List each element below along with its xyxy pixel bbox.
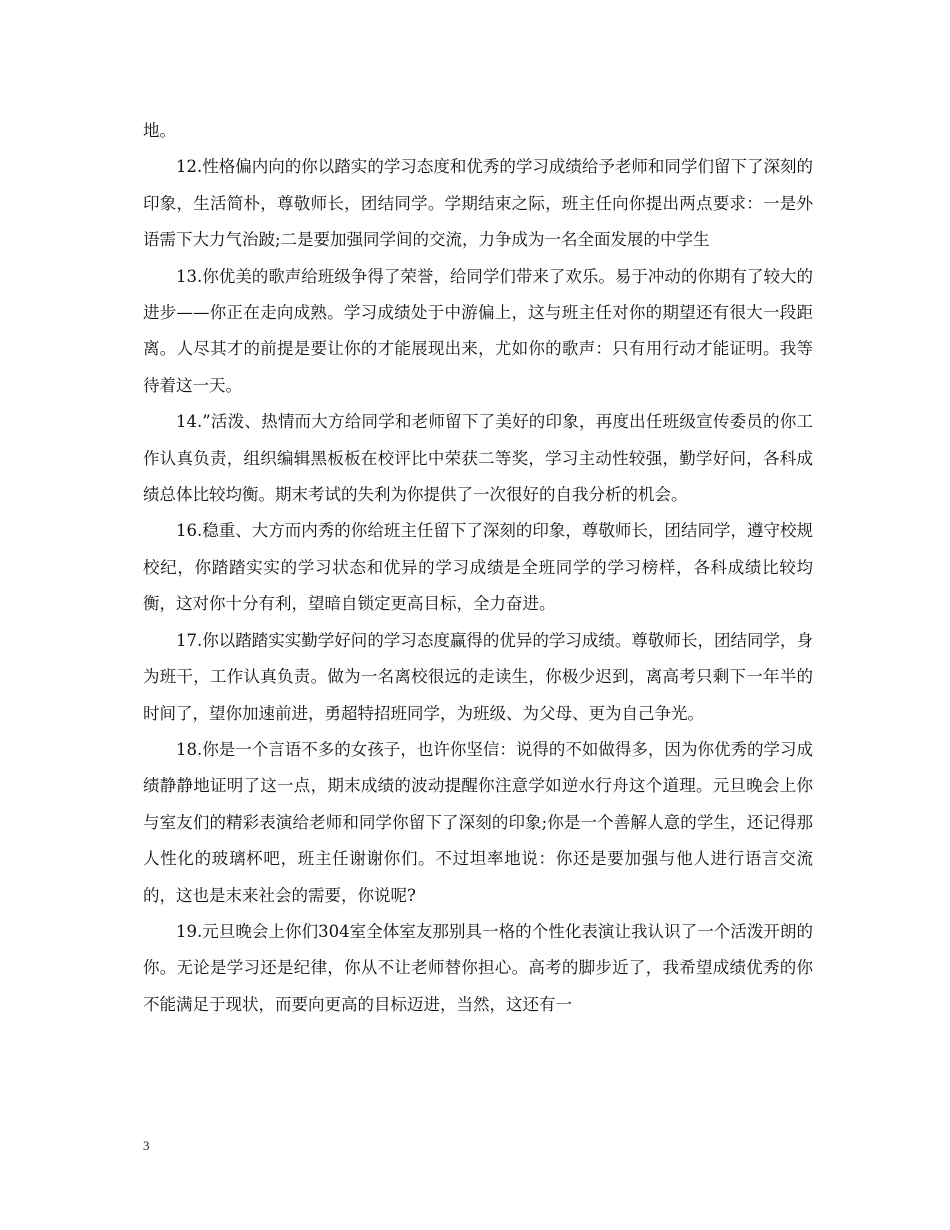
paragraph-item-13: 13.你优美的歌声给班级争得了荣誉，给同学们带来了欢乐。易于冲动的你期有了较大的进步——你正在走向成熟。学习成绩处于中游偏上，这与班主任对你的期望还有很大一段距离。人尽其才的前提是要让你的才能展现出来，尤如你的歌声：只有用行动才能证明。我等待着这一天。 [143, 266, 813, 395]
paragraph-item-14: 14.”活泼、热情而大方给同学和老师留下了美好的印象，再度出任班级宣传委员的你工作认真负责，组织编辑黑板板在校评比中荣获二等奖，学习主动性较强，勤学好问，各科成绩总体比较均衡。期末考试的失利为你提供了一次很好的自我分析的机会。 [143, 412, 813, 505]
paragraph-item-19: 19.元旦晚会上你们304室全体室友那别具一格的个性化表演让我认识了一个活泼开朗的你。无论是学习还是纪律，你从不让老师替你担心。高考的脚步近了，我希望成绩优秀的你不能满足于现状，而要向更高的目标迈进，当然，这还有一 [143, 921, 813, 1014]
document-body [143, 113, 813, 1023]
paragraph-item-16: 16.稳重、大方而内秀的你给班主任留下了深刻的印象，尊敬师长，团结同学，遵守校规校纪，你踏踏实实的学习状态和优异的学习成绩是全班同学的学习榜样，各科成绩比较均衡，这对你十分有利，望暗自锁定更高目标，全力奋进。 [143, 521, 813, 614]
paragraph-item-17: 17.你以踏踏实实勤学好问的学习态度赢得的优异的学习成绩。尊敬师长，团结同学，身为班干，工作认真负责。做为一名离校很远的走读生，你极少迟到，离高考只剩下一年半的时间了，望你加速前进，勇超特招班同学，为班级、为父母、更为自己争光。 [143, 630, 813, 723]
page-number: 3 [143, 1138, 150, 1153]
paragraph-item-12: 12.性格偏内向的你以踏实的学习态度和优秀的学习成绩给予老师和同学们留下了深刻的印象，生活简朴，尊敬师长，团结同学。学期结束之际，班主任向你提出两点要求：一是外语需下大力气治跛;二是要加强同学间的交流，力争成为一名全面发展的中学生 [143, 157, 813, 250]
paragraph-item-18: 18.你是一个言语不多的女孩子，也许你坚信：说得的不如做得多，因为你优秀的学习成绩静静地证明了这一点，期末成绩的波动提醒你注意学如逆水行舟这个道理。元旦晚会上你与室友们的精彩表演给老师和同学你留下了深刻的印象;你是一个善解人意的学生，还记得那人性化的玻璃杯吧，班主任谢谢你们。不过坦率地说：你还是要加强与他人进行语言交流的，这也是末来社会的需要，你说呢? [143, 739, 813, 905]
paragraph-continuation: 地。 [143, 121, 176, 140]
